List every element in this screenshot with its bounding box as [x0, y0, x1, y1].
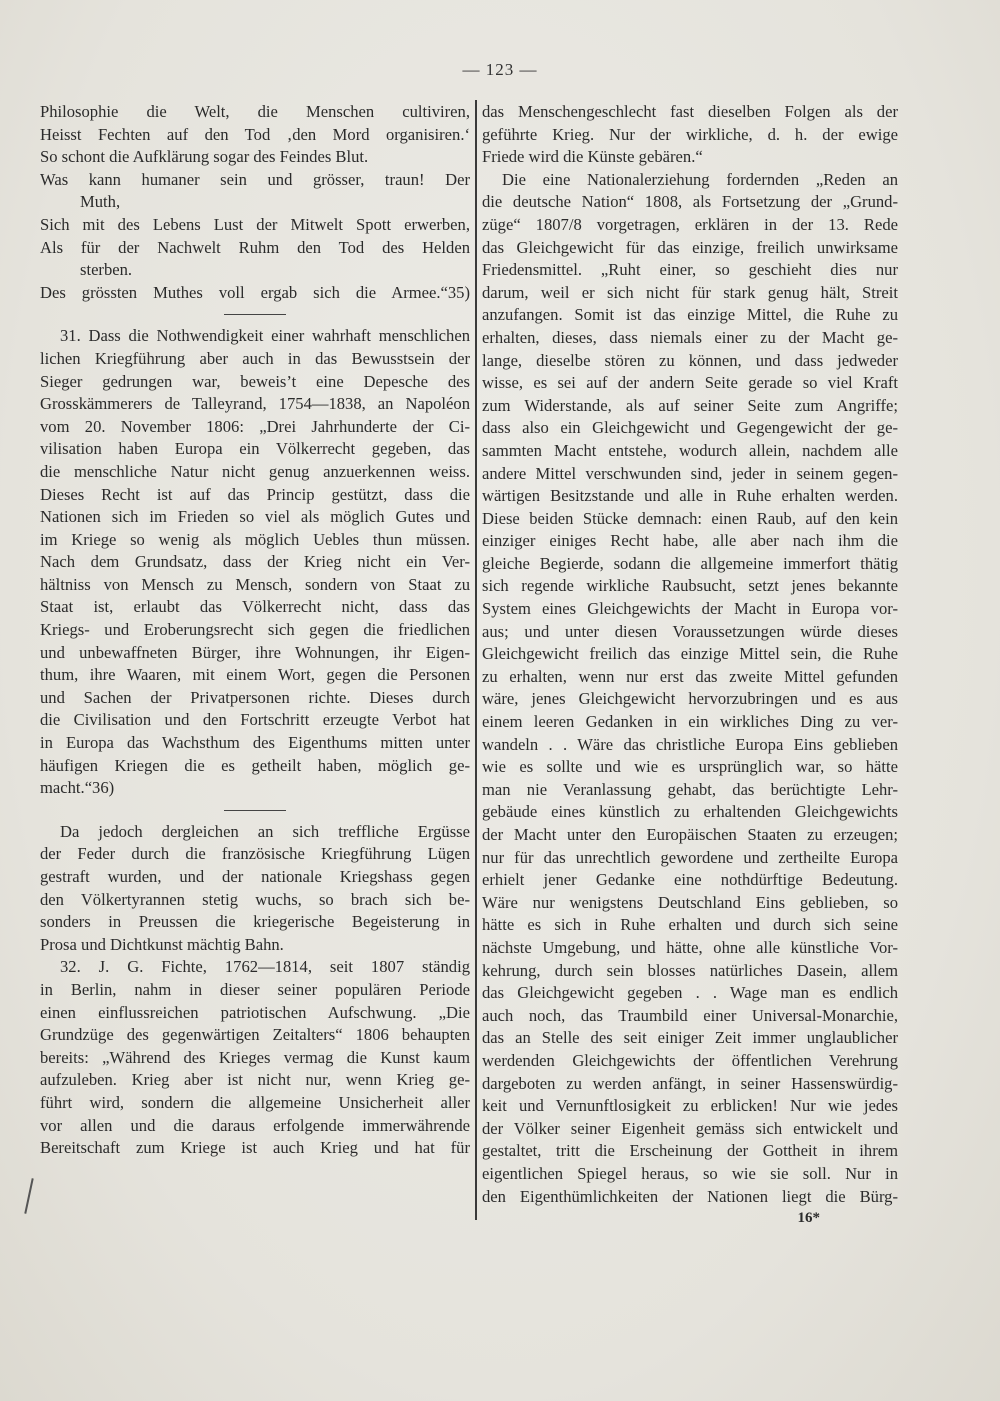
text-line: Da jedoch dergleichen an sich treffliche Ergüsse	[60, 821, 470, 841]
text-line: bereits: „Während des Krieges vermag die Kunst kaum	[40, 1047, 470, 1067]
text-line: aufzuleben. Krieg aber ist nicht nur, wenn Krieg ge-	[40, 1070, 470, 1090]
text-line: das Gleichgewicht für das einzige, freilich unwirksame	[482, 237, 898, 257]
text-line: Dieses Recht ist auf das Princip gestützt, dass die	[40, 484, 470, 504]
text-line: wie es sollte und wie es ursprünglich war, so hätte	[482, 757, 898, 777]
text-line: nur für das unrechtlich gewordene und zertheilte Europa	[482, 847, 898, 867]
text-line: gestaltet, tritt die Erscheinung der Gottheit in ihrem	[482, 1141, 898, 1161]
text-line: Die eine Nationalerziehung fordernden „Reden an	[502, 169, 898, 189]
text-line: vom 20. November 1806: „Drei Jahrhunderte der Ci-	[40, 416, 470, 436]
text-line: kehrung, durch sein blosses natürliches Dasein, allem	[482, 960, 898, 980]
text-line: So schont die Aufklärung sogar des Feindes Blut.	[40, 147, 369, 167]
text-line: vor allen und die daraus erfolgende immerwährende	[40, 1115, 470, 1135]
text-line: aus; und unter diesen Voraussetzungen würde dieses	[482, 621, 898, 641]
text-line: 32. J. G. Fichte, 1762—1814, seit 1807 ständig	[60, 957, 470, 977]
text-line: Als für der Nachwelt Ruhm den Tod des Helden	[40, 237, 470, 257]
margin-pencil-mark	[24, 1178, 33, 1214]
text-line: wisse, es sei auf der andern Seite gerade so viel Kraft	[482, 373, 898, 393]
text-line: Friedensmittel. „Ruht einer, so geschieht dies nur	[482, 260, 898, 280]
text-line: den Völkertyrannen stetig wuchs, so brach sich be-	[40, 889, 470, 909]
text-line: Philosophie die Welt, die Menschen cultiviren,	[40, 102, 470, 121]
text-line: Nach dem Grundsatz, dass der Krieg nicht ein Ver-	[40, 552, 470, 572]
text-line: den Eigenthümlichkeiten der Nationen liegt die Bürg-	[482, 1186, 898, 1206]
text-line: thum, ihre Waaren, mit einem Wort, gegen die Personen	[40, 665, 470, 685]
text-line: einziger einiges Recht habe, alle aber nach ihm die	[482, 531, 898, 551]
text-line: andere Mittel verschwunden sind, jeder in seinem gegen-	[482, 463, 898, 483]
text-line: häufigen Kriegen die es getheilt haben, möglich ge-	[40, 755, 470, 775]
text-line: vilisation haben Europa ein Völkerrecht gegeben, das	[40, 439, 470, 459]
section-rule	[224, 314, 286, 315]
text-line: Grundzüge des gegenwärtigen Zeitalters“ 1806 behaupten	[40, 1025, 470, 1045]
text-line: gebäude eines künstlich zu erhaltenden Gleichgewichts	[482, 802, 898, 822]
text-line: und unbewaffneten Bürger, ihre Wohnungen, ihr Eigen-	[40, 642, 470, 662]
text-line: Grosskämmerers de Talleyrand, 1754—1838, an Napoléon	[40, 394, 470, 414]
text-line: Bereitschaft zum Kriege ist auch Krieg und hat für	[40, 1138, 470, 1158]
text-line: Prosa und Dichtkunst mächtig Bahn.	[40, 934, 284, 954]
text-line: die Civilisation und den Fortschritt erzeugte Verbot hat	[40, 710, 470, 730]
text-line: wärtigen Besitzstande und alle in Ruhe erhalten werden.	[482, 486, 898, 506]
section-rule	[224, 810, 286, 811]
text-line: zu erhalten, wenn nur erst das zweite Mittel gefunden	[482, 666, 898, 686]
text-line: wandeln . . Wäre das christliche Europa Eins geblieben	[482, 734, 898, 754]
text-line: Staat ist, erlaubt das Völkerrecht nicht, dass das	[40, 597, 470, 617]
text-line: Sieger gedrungen war, beweis’t eine Depesche des	[40, 371, 470, 391]
text-line: man nie Veranlassung gehabt, das berüchtigte Lehr-	[482, 779, 898, 799]
text-line: in Berlin, nahm in dieser seiner populären Periode	[40, 979, 470, 999]
text-line: Kriegs- und Eroberungsrecht sich gegen die friedlichen	[40, 620, 470, 640]
text-line: sterben.	[80, 260, 133, 280]
text-line: der Feder durch die französische Kriegführung Lügen	[40, 844, 470, 864]
text-line: zum Widerstande, als auf seiner Seite zum Angriffe;	[482, 395, 898, 415]
text-line: sammten Macht entstehe, wodurch allein, nachdem alle	[482, 440, 898, 460]
text-line: und Sachen der Privatpersonen richte. Dieses durch	[40, 687, 470, 707]
text-line: züge“ 1807/8 vorgetragen, erklären in der 13. Rede	[482, 214, 898, 234]
text-line: System eines Gleichgewichts der Macht in Europa vor-	[482, 599, 898, 619]
text-line: Gleichgewicht freilich das einzige Mittel sein, die Ruhe	[482, 644, 898, 664]
text-line: der Völker seiner Eigenheit gemäss sich entwickelt und	[482, 1118, 898, 1138]
text-line: lichen Kriegführung aber auch in das Bewusstsein der	[40, 348, 470, 368]
text-line: hältniss von Mensch zu Mensch, sondern von Staat zu	[40, 574, 470, 594]
text-line: Des grössten Muthes voll ergab sich die Armee.“35)	[40, 282, 470, 302]
text-line: einem leeren Gedanken in ein wirkliches Ding zu ver-	[482, 712, 898, 732]
right-column	[482, 101, 898, 1228]
text-line: 31. Dass die Nothwendigkeit einer wahrhaft menschlichen	[60, 326, 470, 346]
text-line: lange, dieselbe stören zu können, und dass jedweder	[482, 350, 898, 370]
text-line: Nationen sich im Frieden so viel als möglich Gutes und	[40, 507, 470, 527]
text-line: einen einflussreichen patriotischen Aufschwung. „Die	[40, 1002, 470, 1022]
text-line: sich regende wirkliche Raubsucht, setzt jenes bekannte	[482, 576, 898, 596]
text-line: Wäre nur wenigstens Deutschland Eins geblieben, so	[482, 892, 898, 912]
column-divider	[475, 100, 477, 1220]
text-line: auch noch, das Traumbild einer Universal-Monarchie,	[482, 1005, 898, 1025]
text-line: erhalten, dieses, dass niemals einer zu der Macht ge-	[482, 327, 898, 347]
text-line: führt wird, sondern die allgemeine Unsicherheit aller	[40, 1092, 470, 1112]
text-line: nächste Umgebung, und hätte, ohne alle künstliche Vor-	[482, 937, 898, 957]
text-line: werdenden Gleichgewichts der öffentlichen Verehrung	[482, 1050, 898, 1070]
text-line: die menschliche Natur nicht genug anzuerkennen weiss.	[40, 461, 470, 481]
text-line: im Kriege so wenig als möglich Uebles thun müssen.	[40, 529, 470, 549]
page-number: — 123 —	[462, 60, 538, 79]
text-line: sonders in Preussen die kriegerische Begeisterung in	[40, 912, 470, 932]
text-line: das Gleichgewicht gegeben . . Wage man es endlich	[482, 983, 898, 1003]
left-column	[40, 101, 470, 1160]
text-line: die deutsche Nation“ 1808, als Fortsetzung der „Grund-	[482, 192, 898, 212]
text-line: das an Stelle des seit einiger Zeit immer unglaublicher	[482, 1028, 898, 1048]
text-line: macht.“36)	[40, 778, 115, 798]
text-line: gestraft wurden, und der nationale Kriegshass gegen	[40, 867, 470, 886]
text-line: Friede wird die Künste gebären.“	[482, 147, 703, 167]
text-line: anzufangen. Somit ist das einzige Mittel, die Ruhe zu	[482, 305, 898, 325]
text-line: gleiche Begierde, sodann die allgemeine immerfort thätig	[482, 553, 898, 573]
text-line: geführte Krieg. Nur der wirkliche, d. h. der ewige	[482, 124, 898, 144]
text-line: wäre, jenes Gleichgewicht hervorzubringen und es aus	[482, 689, 898, 709]
printer-signature: 16*	[797, 1210, 820, 1227]
text-line: Was kann humaner sein und grösser, traun! Der	[40, 169, 470, 189]
text-line: das Menschengeschlecht fast dieselben Folgen als der	[482, 102, 898, 121]
text-line: Sich mit des Lebens Lust der Mitwelt Spott erwerben,	[40, 214, 470, 234]
text-line: Muth,	[80, 192, 121, 212]
text-line: in Europa das Wachsthum des Eigenthums mitten unter	[40, 733, 470, 753]
text-line: keit und Vernunftlosigkeit zu erblicken! Nur wie jedes	[482, 1096, 898, 1116]
text-line: darum, weil er sich nicht für stark genug hält, Streit	[482, 282, 898, 302]
text-line: Heisst Fechten auf den Tod ‚den Mord organisiren.‘	[40, 124, 470, 144]
text-line: erhielt jener Gedanke eine nothdürftige Bedeutung.	[482, 870, 898, 890]
text-line: eigentlichen Spiegel heraus, so wie sie soll. Nur in	[482, 1163, 898, 1183]
text-line: Diese beiden Stücke demnach: einen Raub, auf den kein	[482, 508, 898, 528]
text-line: der Macht unter den Europäischen Staaten zu erzeugen;	[482, 825, 898, 844]
text-line: hätte es sich in Ruhe erhalten und durch sich seine	[482, 915, 898, 935]
text-line: dass also ein Gleichgewicht und Gegengewicht der ge-	[482, 418, 898, 438]
text-line: dargeboten zu werden anfängt, in seiner Hassenswürdig-	[482, 1073, 898, 1093]
